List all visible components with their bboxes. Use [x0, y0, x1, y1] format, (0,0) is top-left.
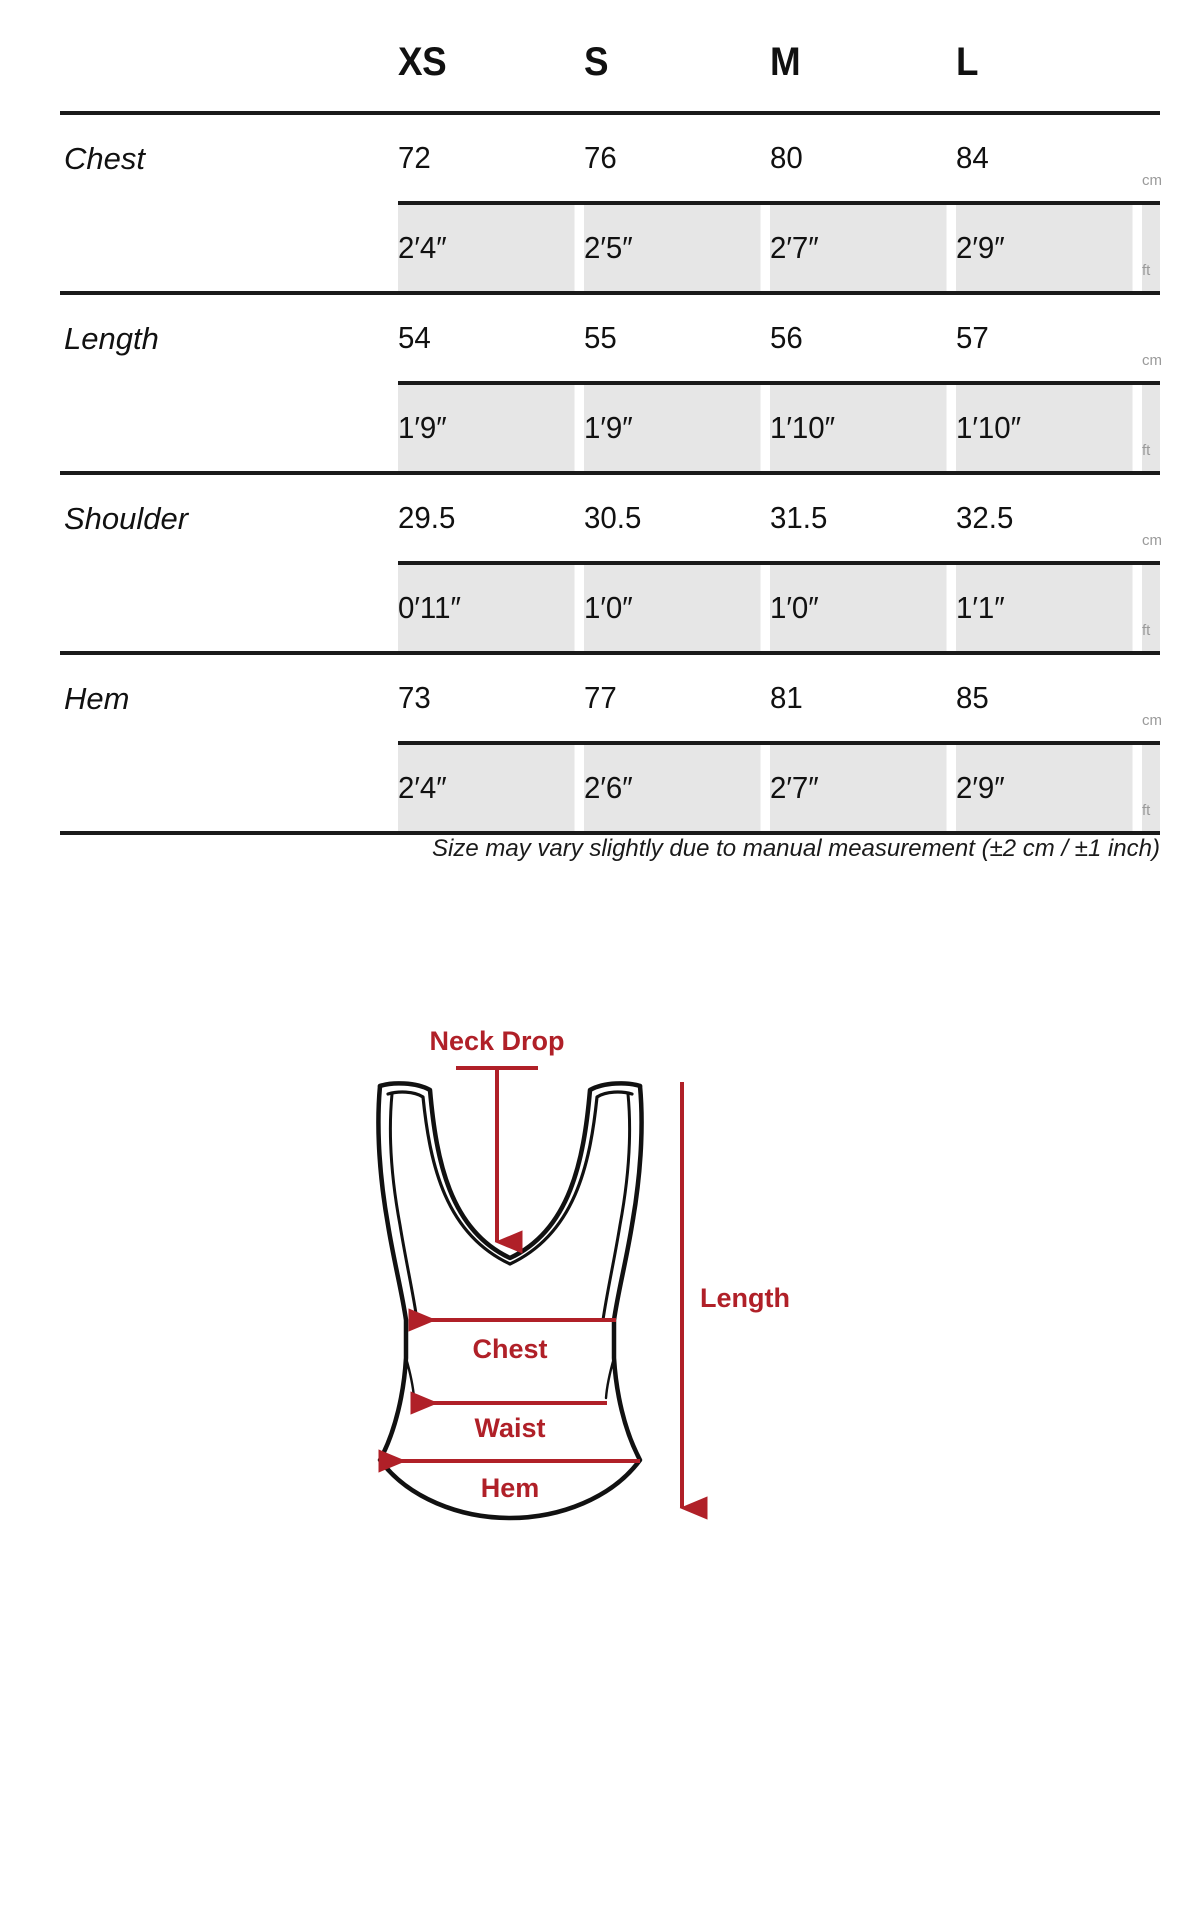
cell-length-ft-l: 1′10″ [956, 383, 1133, 473]
unit-length-ft: ft [1142, 383, 1160, 473]
row-label-hem-ft-spacer [60, 743, 398, 833]
table-row-shoulder-ft [60, 563, 1160, 653]
cell-hem-cm-m: 81 [770, 653, 947, 743]
cell-chest-cm-l: 84 [956, 113, 1133, 203]
cell-hem-cm-xs: 73 [398, 653, 575, 743]
row-label-shoulder: Shoulder [60, 473, 398, 563]
table-row-length-cm [60, 293, 1160, 383]
cell-shoulder-ft-l: 1′1″ [956, 563, 1133, 653]
unit-shoulder-ft: ft [1142, 563, 1160, 653]
header-size-l: L [956, 40, 979, 84]
cell-hem-cm-s: 77 [584, 653, 761, 743]
table-header-row [60, 40, 1160, 113]
cell-hem-ft-m: 2′7″ [770, 743, 947, 833]
header-size-s: S [584, 40, 609, 84]
header-size-xs: XS [398, 40, 447, 84]
cell-chest-cm-xs: 72 [398, 113, 575, 203]
label-length: Length [700, 1283, 790, 1313]
cell-chest-ft-l: 2′9″ [956, 203, 1133, 293]
cell-chest-ft-m: 2′7″ [770, 203, 947, 293]
unit-chest-cm: cm [1142, 113, 1160, 203]
header-measurement-blank [60, 40, 398, 113]
row-label-chest-ft-spacer [60, 203, 398, 293]
cell-chest-cm-s: 76 [584, 113, 761, 203]
cell-length-ft-xs: 1′9″ [398, 383, 575, 473]
header-unit-blank [1142, 40, 1160, 113]
cell-length-ft-m: 1′10″ [770, 383, 947, 473]
unit-hem-cm: cm [1142, 653, 1160, 743]
label-chest: Chest [472, 1334, 548, 1364]
cell-length-ft-s: 1′9″ [584, 383, 761, 473]
size-chart-table [60, 40, 1160, 835]
table-row-hem-ft [60, 743, 1160, 833]
cell-length-cm-m: 56 [770, 293, 947, 383]
tank-top-outline [378, 1083, 641, 1518]
table-row-hem-cm [60, 653, 1160, 743]
cell-hem-cm-l: 85 [956, 653, 1133, 743]
cell-chest-ft-xs: 2′4″ [398, 203, 575, 293]
cell-shoulder-cm-l: 32.5 [956, 473, 1133, 563]
cell-length-cm-s: 55 [584, 293, 761, 383]
cell-shoulder-ft-s: 1′0″ [584, 563, 761, 653]
cell-length-cm-xs: 54 [398, 293, 575, 383]
table-row-length-ft [60, 383, 1160, 473]
row-label-shoulder-ft-spacer [60, 563, 398, 653]
cell-shoulder-ft-xs: 0′11″ [398, 563, 575, 653]
row-label-hem: Hem [60, 653, 398, 743]
label-waist: Waist [474, 1413, 546, 1443]
cell-shoulder-cm-s: 30.5 [584, 473, 761, 563]
table-row-chest-ft [60, 203, 1160, 293]
unit-hem-ft: ft [1142, 743, 1160, 833]
unit-shoulder-cm: cm [1142, 473, 1160, 563]
size-chart-table-container [60, 40, 1160, 889]
cell-hem-ft-xs: 2′4″ [398, 743, 575, 833]
garment-diagram-container [0, 1020, 1200, 1580]
cell-shoulder-ft-m: 1′0″ [770, 563, 947, 653]
cell-chest-ft-s: 2′5″ [584, 203, 761, 293]
unit-chest-ft: ft [1142, 203, 1160, 293]
cell-length-cm-l: 57 [956, 293, 1133, 383]
cell-chest-cm-m: 80 [770, 113, 947, 203]
cell-hem-ft-l: 2′9″ [956, 743, 1133, 833]
tank-top-diagram [280, 1020, 920, 1580]
cell-shoulder-cm-xs: 29.5 [398, 473, 575, 563]
table-row-shoulder-cm [60, 473, 1160, 563]
cell-shoulder-cm-m: 31.5 [770, 473, 947, 563]
cell-hem-ft-s: 2′6″ [584, 743, 761, 833]
measurement-footnote: Size may vary slightly due to manual measurement (±2 cm / ±1 inch) [432, 835, 1160, 862]
unit-length-cm: cm [1142, 293, 1160, 383]
label-hem: Hem [480, 1473, 540, 1503]
table-row-chest-cm [60, 113, 1160, 203]
row-label-length-ft-spacer [60, 383, 398, 473]
label-neck-drop: Neck Drop [429, 1026, 565, 1056]
header-size-m: M [770, 40, 801, 84]
row-label-length: Length [60, 293, 398, 383]
row-label-chest: Chest [60, 113, 398, 203]
